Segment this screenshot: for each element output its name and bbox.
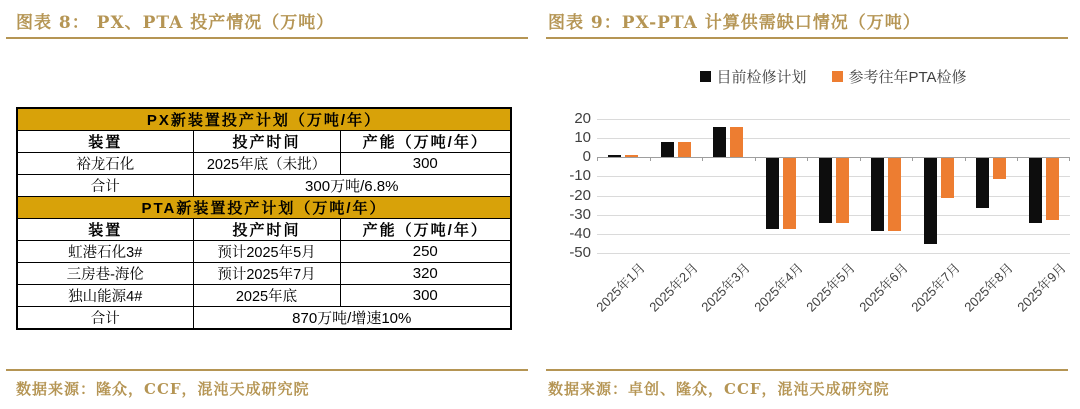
figure-9-title-rule <box>546 37 1068 39</box>
bar-目前检修计划-2025年7月 <box>924 158 937 244</box>
device-cell: 裕龙石化 <box>17 153 193 175</box>
bar-参考往年PTA检修-2025年1月 <box>625 155 638 157</box>
axis-tick <box>1017 157 1018 161</box>
bar-目前检修计划-2025年1月 <box>608 155 621 157</box>
figure-8-title-rule <box>6 37 528 39</box>
col-header-capacity: 产能（万吨/年） <box>340 219 511 241</box>
table-row <box>17 285 511 307</box>
x-axis-tick-label: 2025年6月 <box>856 260 911 315</box>
bar-目前检修计划-2025年3月 <box>713 127 726 158</box>
bar-目前检修计划-2025年2月 <box>661 142 674 157</box>
table-row <box>17 263 511 285</box>
pta-total-label: 合计 <box>17 307 193 330</box>
figure-8-source: 数据来源：隆众，CCF，混沌天成研究院 <box>16 380 310 398</box>
x-axis-tick-label: 2025年8月 <box>961 260 1016 315</box>
y-axis-tick-label: -10 <box>569 167 591 185</box>
capacity-cell: 320 <box>340 263 511 285</box>
bar-参考往年PTA检修-2025年8月 <box>993 158 1006 179</box>
legend-label: 目前检修计划 <box>716 69 807 86</box>
y-axis-tick-label: 0 <box>582 148 591 166</box>
bar-参考往年PTA检修-2025年3月 <box>730 127 743 158</box>
col-header-capacity: 产能（万吨/年） <box>340 131 511 153</box>
gridline <box>597 215 1070 216</box>
bar-目前检修计划-2025年5月 <box>819 158 832 223</box>
legend-swatch-icon <box>832 71 843 82</box>
y-axis-tick-label: 10 <box>574 129 591 147</box>
x-axis-tick-label: 2025年9月 <box>1013 260 1069 315</box>
y-axis-tick-label: -20 <box>569 186 591 204</box>
device-cell: 三房巷-海伦 <box>17 263 193 285</box>
px-section-header-row <box>17 108 511 131</box>
x-axis-tick-label: 2025年7月 <box>908 260 964 315</box>
x-axis-tick-label: 2025年3月 <box>698 260 754 315</box>
figure-9-source-rule <box>546 369 1068 371</box>
axis-tick <box>1069 157 1070 161</box>
col-header-time: 投产时间 <box>193 131 340 153</box>
gridline <box>597 196 1070 197</box>
x-axis-tick-label: 2025年4月 <box>751 260 806 315</box>
pta-total-row <box>17 307 511 330</box>
gridline <box>597 253 1070 254</box>
col-header-device: 装置 <box>17 131 193 153</box>
legend-item <box>700 66 806 87</box>
axis-tick <box>912 157 913 161</box>
chart-legend <box>597 66 1070 87</box>
gridline <box>597 138 1070 139</box>
x-axis-tick-label: 2025年1月 <box>593 260 649 315</box>
time-cell: 2025年底（未批） <box>193 153 340 175</box>
legend-item <box>832 66 966 87</box>
bar-目前检修计划-2025年8月 <box>976 158 989 208</box>
y-axis-tick-label: -30 <box>569 205 591 223</box>
time-cell: 预计2025年7月 <box>193 263 340 285</box>
legend-label: 参考往年PTA检修 <box>848 69 967 86</box>
bar-参考往年PTA检修-2025年2月 <box>678 142 691 157</box>
axis-tick <box>860 157 861 161</box>
axis-tick <box>965 157 966 161</box>
px-section-header: PX新装置投产计划（万吨/年） <box>17 108 511 131</box>
time-cell: 预计2025年5月 <box>193 241 340 263</box>
bar-参考往年PTA检修-2025年4月 <box>783 158 796 229</box>
device-cell: 虹港石化3# <box>17 241 193 263</box>
y-axis-tick-label: 20 <box>574 110 591 127</box>
capacity-cell: 300 <box>340 153 511 175</box>
pta-total-value: 870万吨/增速10% <box>193 307 511 330</box>
figure-8-source-rule <box>6 369 528 371</box>
col-header-time: 投产时间 <box>193 219 340 241</box>
figure-8-title: 图表 8： PX、PTA 投产情况（万吨） <box>16 13 335 33</box>
device-cell: 独山能源4# <box>17 285 193 307</box>
gridline <box>597 119 1070 120</box>
axis-tick <box>755 157 756 161</box>
pta-column-header-row <box>17 219 511 241</box>
pta-section-header-row <box>17 197 511 219</box>
bar-chart-plot-area <box>569 110 1070 315</box>
px-total-value: 300万吨/6.8% <box>193 175 511 197</box>
table-row <box>17 153 511 175</box>
x-axis-tick-label: 2025年2月 <box>645 260 701 315</box>
x-axis-tick-label: 2025年5月 <box>803 260 859 315</box>
capacity-cell: 300 <box>340 285 511 307</box>
capacity-table <box>16 107 512 330</box>
px-total-row <box>17 175 511 197</box>
bar-参考往年PTA检修-2025年7月 <box>941 158 954 198</box>
pta-section-header: PTA新装置投产计划（万吨/年） <box>17 197 511 219</box>
y-axis-tick-label: -50 <box>569 244 591 261</box>
bar-目前检修计划-2025年4月 <box>766 158 779 229</box>
px-total-label: 合计 <box>17 175 193 197</box>
col-header-device: 装置 <box>17 219 193 241</box>
figure-9-source: 数据来源：卓创、隆众，CCF，混沌天成研究院 <box>548 380 890 398</box>
axis-tick <box>597 157 598 161</box>
figure-9-title: 图表 9：PX-PTA 计算供需缺口情况（万吨） <box>548 13 921 33</box>
bar-参考往年PTA检修-2025年6月 <box>888 158 901 231</box>
table-row <box>17 241 511 263</box>
px-column-header-row <box>17 131 511 153</box>
legend-swatch-icon <box>700 71 711 82</box>
gridline <box>597 234 1070 235</box>
bar-参考往年PTA检修-2025年5月 <box>836 158 849 223</box>
time-cell: 2025年底 <box>193 285 340 307</box>
figure-9-panel <box>540 0 1080 409</box>
axis-tick <box>650 157 651 161</box>
axis-tick <box>702 157 703 161</box>
capacity-cell: 250 <box>340 241 511 263</box>
axis-tick <box>807 157 808 161</box>
bar-目前检修计划-2025年9月 <box>1029 158 1042 223</box>
bar-目前检修计划-2025年6月 <box>871 158 884 231</box>
y-axis-tick-label: -40 <box>569 224 591 242</box>
bar-参考往年PTA检修-2025年9月 <box>1046 158 1059 219</box>
